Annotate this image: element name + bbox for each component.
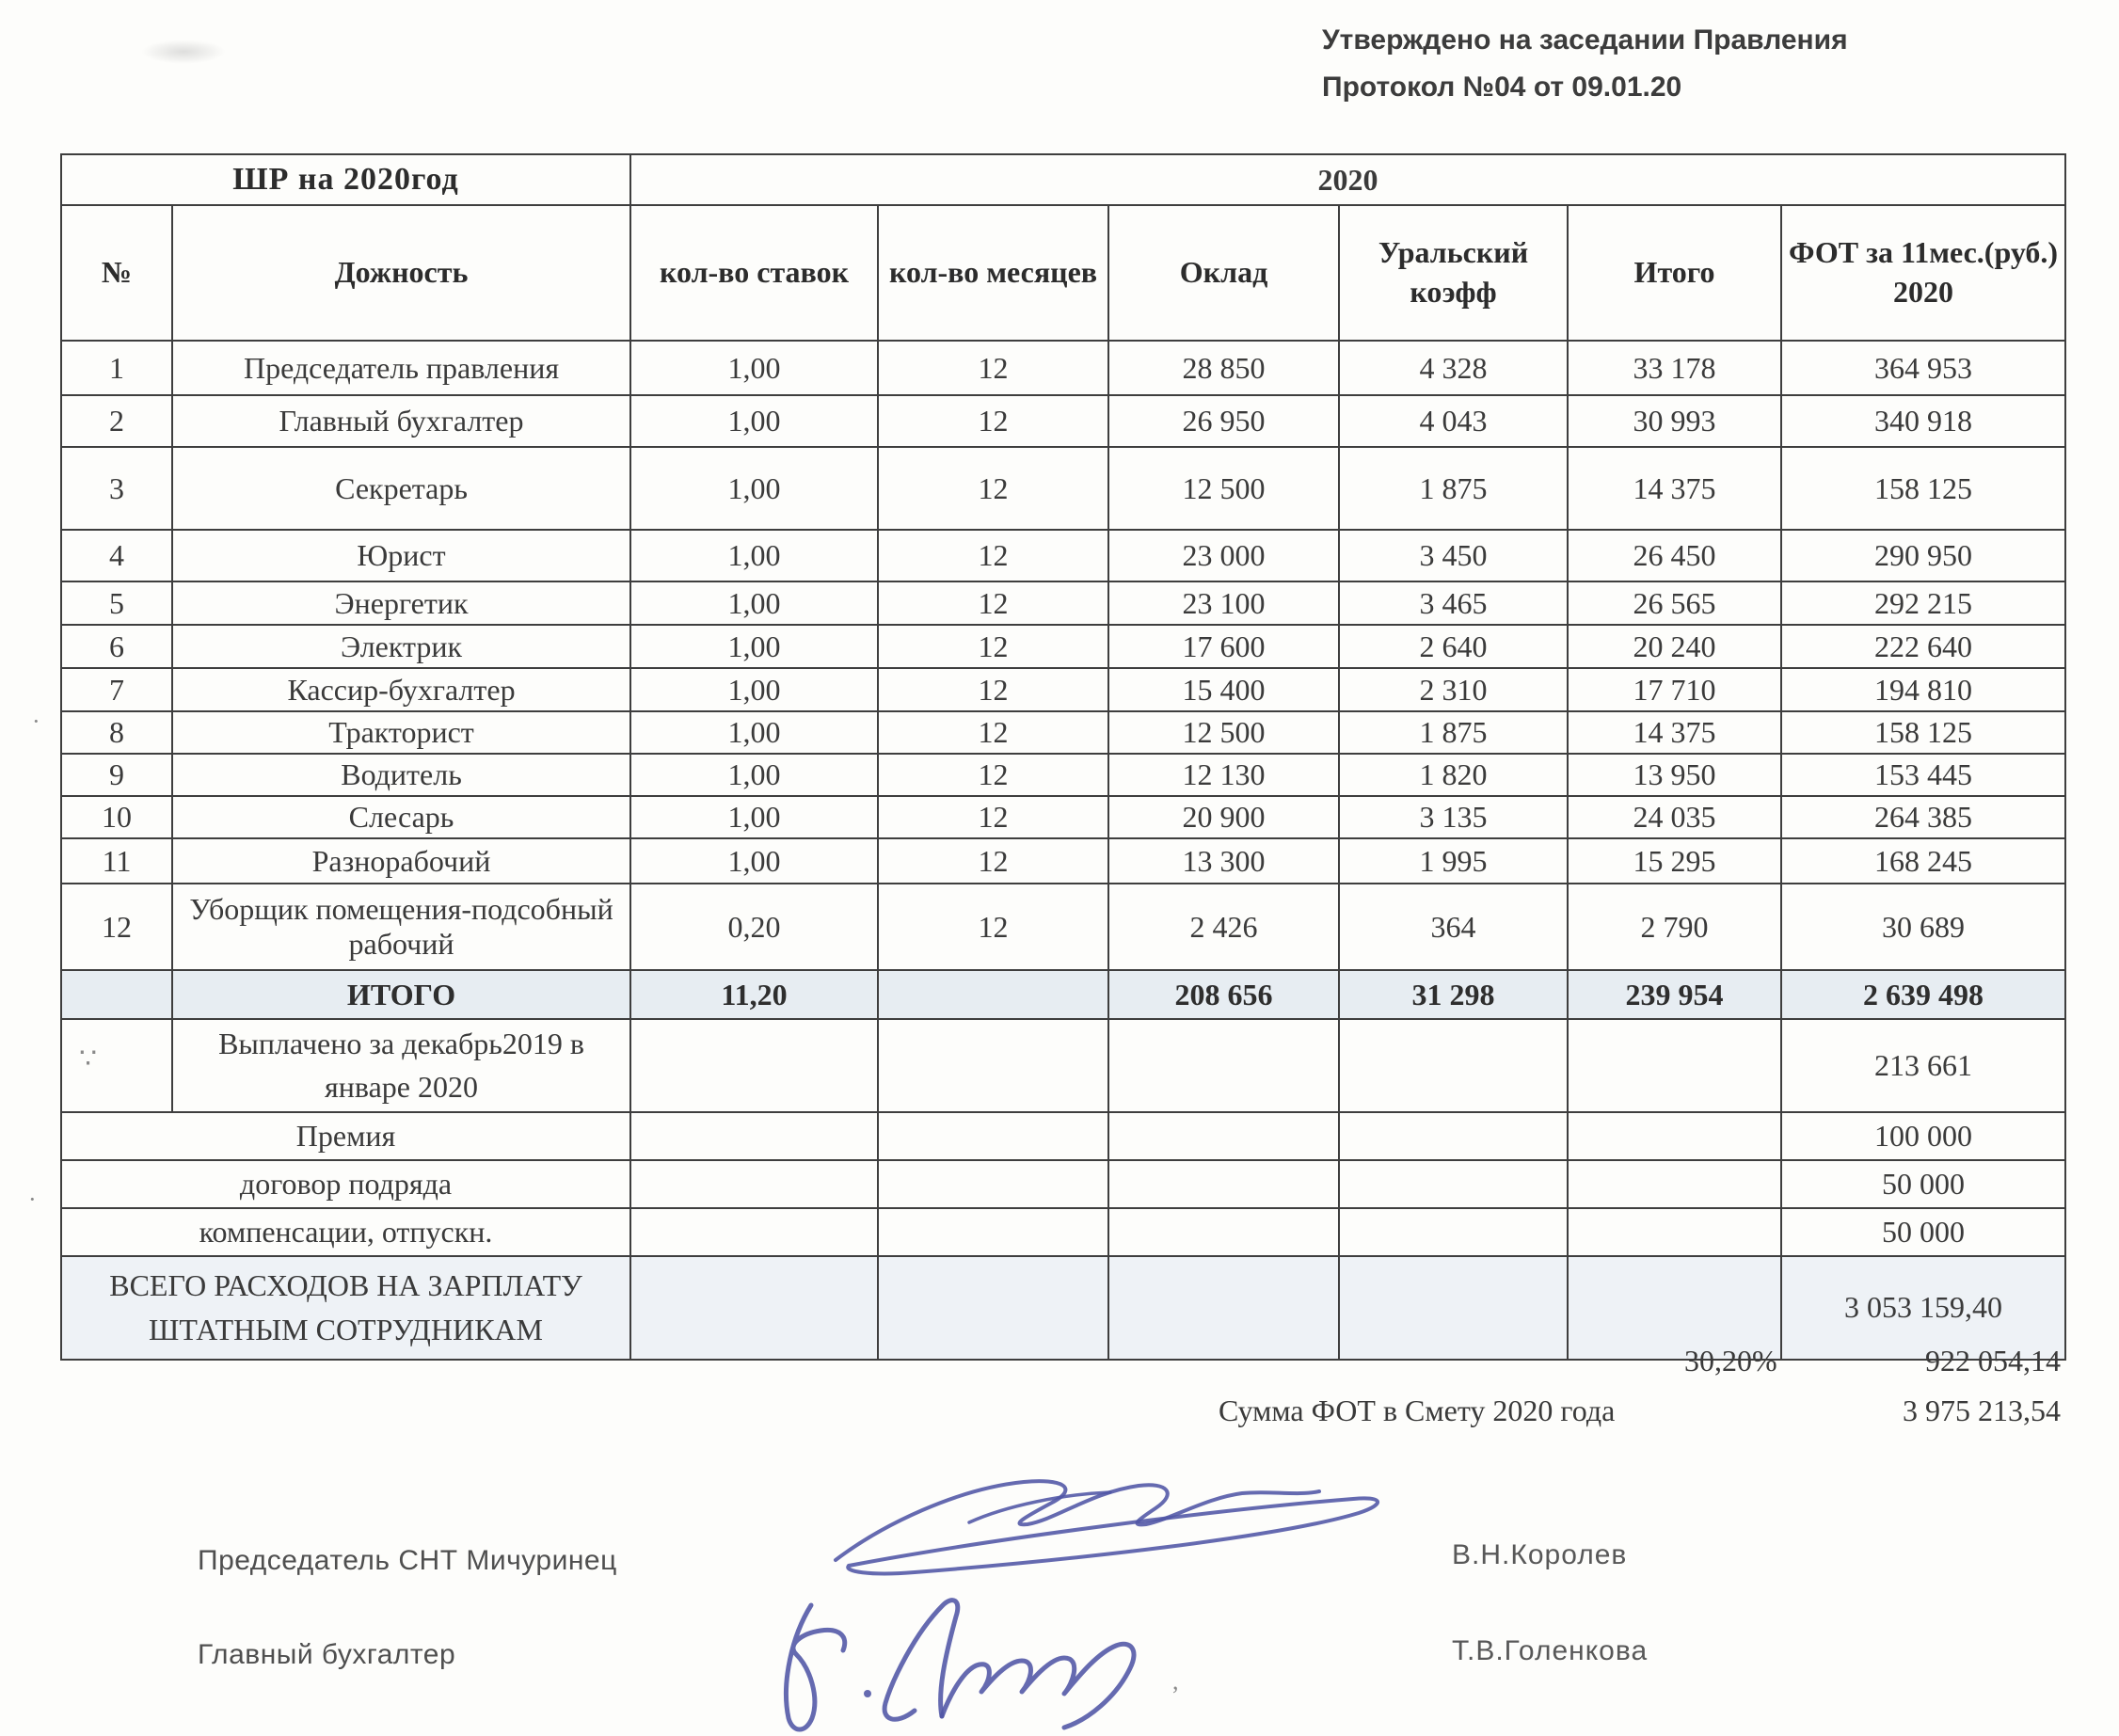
accountant-signature-ink: [753, 1579, 1176, 1736]
summary-fot-line: [1219, 1394, 2061, 1428]
cell-ural: 1 875: [1339, 447, 1568, 530]
cell-months: 12: [878, 341, 1108, 395]
table-row: [61, 796, 2065, 838]
itogo-fot: 2 639 498: [1781, 970, 2065, 1019]
cell-empty: [1108, 1019, 1339, 1112]
compensation-row: [61, 1208, 2065, 1256]
cell-num: 8: [61, 711, 172, 754]
cell-months: 12: [878, 754, 1108, 796]
cell-num: 1: [61, 341, 172, 395]
paid-december-label: Выплачено за декабрь2019 в январе 2020: [172, 1019, 630, 1112]
table-year-band: 2020: [630, 154, 2065, 205]
table-corner-cell: [61, 154, 630, 205]
col-header-position: Дожность: [172, 205, 630, 341]
cell-salary: 23 000: [1108, 530, 1339, 581]
cell-rates: 1,00: [630, 341, 878, 395]
signature-name-accountant: Т.В.Голенкова: [1452, 1635, 1649, 1666]
cell-empty: [630, 1019, 878, 1112]
cell-num: 9: [61, 754, 172, 796]
table-row: [61, 668, 2065, 711]
itogo-salary: 208 656: [1108, 970, 1339, 1019]
table-row: [61, 530, 2065, 581]
compensation-value: 50 000: [1781, 1208, 2065, 1256]
table-row: [61, 341, 2065, 395]
cell-empty: [1568, 1112, 1781, 1160]
cell-months: 12: [878, 581, 1108, 625]
col-header-months: кол-во месяцев: [878, 205, 1108, 341]
cell-fot: 290 950: [1781, 530, 2065, 581]
cell-months: 12: [878, 395, 1108, 447]
scan-artifact-mark: ∵: [79, 1043, 98, 1075]
cell-rates: 1,00: [630, 668, 878, 711]
cell-fot: 364 953: [1781, 341, 2065, 395]
cell-ural: 2 310: [1339, 668, 1568, 711]
cell-rates: 0,20: [630, 884, 878, 970]
cell-num: 3: [61, 447, 172, 530]
contract-label: договор подряда: [61, 1160, 630, 1208]
cell-ural: 3 450: [1339, 530, 1568, 581]
signature-role-accountant: Главный бухгалтер: [198, 1639, 456, 1670]
cell-salary: 20 900: [1108, 796, 1339, 838]
grand-total-value: 3 053 159,40: [1781, 1256, 2065, 1360]
cell-salary: 17 600: [1108, 625, 1339, 668]
cell-total: 17 710: [1568, 668, 1781, 711]
cell-empty: [1568, 1160, 1781, 1208]
cell-empty: [1339, 1256, 1568, 1360]
cell-position: Секретарь: [172, 447, 630, 530]
cell-empty: [630, 1112, 878, 1160]
cell-total: 14 375: [1568, 447, 1781, 530]
col-header-num: №: [61, 205, 172, 341]
cell-rates: 1,00: [630, 796, 878, 838]
cell-position: Главный бухгалтер: [172, 395, 630, 447]
table-header-row: [61, 205, 2065, 341]
cell-total: 13 950: [1568, 754, 1781, 796]
cell-position: Слесарь: [172, 796, 630, 838]
cell-empty: [1108, 1256, 1339, 1360]
summary-percent-line: [1684, 1344, 2061, 1378]
cell-months: 12: [878, 796, 1108, 838]
paid-december-row: [61, 1019, 2065, 1112]
cell-salary: 13 300: [1108, 838, 1339, 884]
summary-percent-value: 922 054,14: [1925, 1344, 2061, 1378]
cell-fot: 158 125: [1781, 447, 2065, 530]
table-band-row: [61, 154, 2065, 205]
contract-value: 50 000: [1781, 1160, 2065, 1208]
cell-ural: 2 640: [1339, 625, 1568, 668]
cell-position: Водитель: [172, 754, 630, 796]
cell-num: 11: [61, 838, 172, 884]
cell-position: Тракторист: [172, 711, 630, 754]
summary-percent: 30,20%: [1684, 1344, 1777, 1378]
table-corner-title: ШР на 2020год: [232, 162, 459, 197]
table-row: [61, 754, 2065, 796]
cell-ural: 364: [1339, 884, 1568, 970]
cell-salary: 12 500: [1108, 447, 1339, 530]
cell-total: 26 450: [1568, 530, 1781, 581]
cell-total: 14 375: [1568, 711, 1781, 754]
cell-num: 12: [61, 884, 172, 970]
cell-rates: 1,00: [630, 625, 878, 668]
summary-fot-label: Сумма ФОТ в Смету 2020 года: [1219, 1394, 1616, 1427]
cell-fot: 153 445: [1781, 754, 2065, 796]
cell-salary: 15 400: [1108, 668, 1339, 711]
cell-empty: [1108, 1208, 1339, 1256]
cell-position: Юрист: [172, 530, 630, 581]
cell-ural: 1 875: [1339, 711, 1568, 754]
table-row: [61, 581, 2065, 625]
col-header-salary: Оклад: [1108, 205, 1339, 341]
grand-total-label: ВСЕГО РАСХОДОВ НА ЗАРПЛАТУ ШТАТНЫМ СОТРУДНИКАМ: [61, 1256, 630, 1360]
cell-rates: 1,00: [630, 447, 878, 530]
cell-position: Разнорабочий: [172, 838, 630, 884]
cell-months: 12: [878, 884, 1108, 970]
premium-row: [61, 1112, 2065, 1160]
cell-ural: 4 043: [1339, 395, 1568, 447]
cell-total: 26 565: [1568, 581, 1781, 625]
cell-fot: 340 918: [1781, 395, 2065, 447]
cell-months: 12: [878, 838, 1108, 884]
cell-total: 24 035: [1568, 796, 1781, 838]
col-header-fot: ФОТ за 11мес.(руб.) 2020: [1781, 205, 2065, 341]
cell-salary: 12 130: [1108, 754, 1339, 796]
cell-total: 15 295: [1568, 838, 1781, 884]
itogo-rates: 11,20: [630, 970, 878, 1019]
cell-ural: 3 465: [1339, 581, 1568, 625]
cell-empty: [1568, 1208, 1781, 1256]
cell-rates: 1,00: [630, 838, 878, 884]
cell-months: 12: [878, 530, 1108, 581]
col-header-ural: Уральский коэфф: [1339, 205, 1568, 341]
cell-empty: [1339, 1019, 1568, 1112]
cell-fot: 194 810: [1781, 668, 2065, 711]
premium-value: 100 000: [1781, 1112, 2065, 1160]
cell-months: 12: [878, 668, 1108, 711]
cell-salary: 2 426: [1108, 884, 1339, 970]
compensation-label: компенсации, отпускн.: [61, 1208, 630, 1256]
summary-fot-value: 3 975 213,54: [1903, 1394, 2061, 1427]
cell-fot: 264 385: [1781, 796, 2065, 838]
cell-months: 12: [878, 711, 1108, 754]
table-row: [61, 884, 2065, 970]
scan-artifact-dot: ,: [1172, 1667, 1179, 1695]
approval-block: [1322, 24, 1848, 119]
col-header-rates: кол-во ставок: [630, 205, 878, 341]
cell-rates: 1,00: [630, 711, 878, 754]
premium-label: Премия: [61, 1112, 630, 1160]
approval-line-1: Утверждено на заседании Правления: [1322, 24, 1848, 56]
cell-empty: [878, 1256, 1108, 1360]
cell-fot: 158 125: [1781, 711, 2065, 754]
cell-empty: [1339, 1208, 1568, 1256]
cell-num: 7: [61, 668, 172, 711]
cell-empty: [878, 1208, 1108, 1256]
cell-position: Председатель правления: [172, 341, 630, 395]
cell-total: 2 790: [1568, 884, 1781, 970]
cell-ural: 4 328: [1339, 341, 1568, 395]
cell-salary: 26 950: [1108, 395, 1339, 447]
itogo-ural: 31 298: [1339, 970, 1568, 1019]
cell-empty: [1108, 1160, 1339, 1208]
cell-position: Электрик: [172, 625, 630, 668]
cell-rates: 1,00: [630, 395, 878, 447]
cell-num: 5: [61, 581, 172, 625]
cell-num: 2: [61, 395, 172, 447]
cell-empty: [61, 1019, 172, 1112]
scan-artifact-dot: ·: [32, 708, 40, 735]
cell-months: 12: [878, 447, 1108, 530]
cell-position: Кассир-бухгалтер: [172, 668, 630, 711]
cell-fot: 30 689: [1781, 884, 2065, 970]
cell-total: 33 178: [1568, 341, 1781, 395]
cell-empty: [1339, 1112, 1568, 1160]
cell-position: Энергетик: [172, 581, 630, 625]
table-row: [61, 447, 2065, 530]
cell-salary: 23 100: [1108, 581, 1339, 625]
cell-ural: 1 820: [1339, 754, 1568, 796]
cell-empty: [878, 1019, 1108, 1112]
cell-rates: 1,00: [630, 530, 878, 581]
scan-artifact-dot: ·: [28, 1186, 37, 1213]
contract-row: [61, 1160, 2065, 1208]
cell-empty: [61, 970, 172, 1019]
cell-empty: [878, 970, 1108, 1019]
table-row: [61, 711, 2065, 754]
signature-name-chairman: В.Н.Королев: [1452, 1539, 1628, 1570]
itogo-total: 239 954: [1568, 970, 1781, 1019]
cell-empty: [630, 1256, 878, 1360]
approval-line-2: Протокол №04 от 09.01.20: [1322, 72, 1682, 103]
scan-smudge: [141, 40, 226, 64]
signature-role-chairman: Председатель СНТ Мичуринец: [198, 1545, 617, 1576]
cell-position: Уборщик помещения-подсобный рабочий: [172, 884, 630, 970]
cell-empty: [630, 1160, 878, 1208]
cell-total: 20 240: [1568, 625, 1781, 668]
col-header-total: Итого: [1568, 205, 1781, 341]
cell-empty: [878, 1112, 1108, 1160]
cell-salary: 28 850: [1108, 341, 1339, 395]
cell-ural: 3 135: [1339, 796, 1568, 838]
cell-salary: 12 500: [1108, 711, 1339, 754]
cell-empty: [630, 1208, 878, 1256]
cell-fot: 168 245: [1781, 838, 2065, 884]
cell-fot: 222 640: [1781, 625, 2065, 668]
table-row: [61, 838, 2065, 884]
cell-ural: 1 995: [1339, 838, 1568, 884]
cell-empty: [1108, 1112, 1339, 1160]
cell-empty: [1568, 1019, 1781, 1112]
cell-rates: 1,00: [630, 581, 878, 625]
cell-months: 12: [878, 625, 1108, 668]
chairman-signature-ink: [828, 1470, 1393, 1585]
cell-empty: [1339, 1160, 1568, 1208]
itogo-row: [61, 970, 2065, 1019]
staffing-table: [60, 153, 2066, 1361]
cell-fot: 292 215: [1781, 581, 2065, 625]
table-row: [61, 395, 2065, 447]
cell-num: 10: [61, 796, 172, 838]
table-row: [61, 625, 2065, 668]
cell-rates: 1,00: [630, 754, 878, 796]
cell-num: 6: [61, 625, 172, 668]
cell-empty: [878, 1160, 1108, 1208]
cell-num: 4: [61, 530, 172, 581]
itogo-label: ИТОГО: [172, 970, 630, 1019]
paid-december-value: 213 661: [1781, 1019, 2065, 1112]
cell-total: 30 993: [1568, 395, 1781, 447]
